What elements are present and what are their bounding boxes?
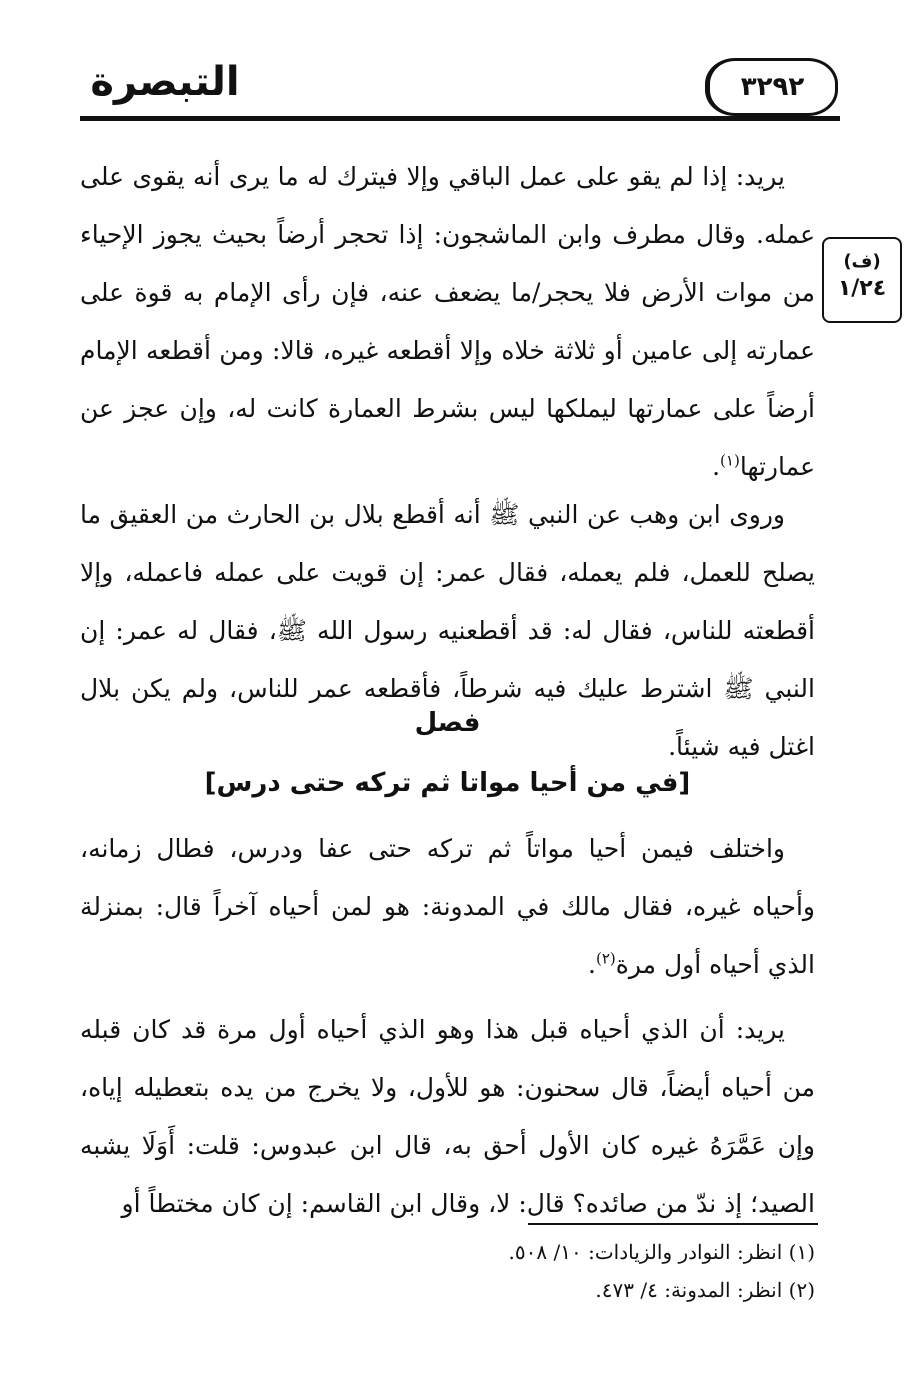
folio-note-label: (ف) [843, 251, 881, 272]
footnote-rule [528, 1223, 818, 1225]
folio-note-number: ١/٢٤ [837, 276, 887, 301]
paragraph-1: يريد: إذا لم يقو على عمل الباقي وإلا فيترك له ما يرى أنه يقوى على عمله. وقال مطرف وابن الماشجون: إذا تحجر أرضاً بحيث يجوز الإحياء من موات الأرض فلا يحجر/ما يضعف عنه، فإن رأى الإمام به قوة على عمارته إلى عامين أو ثلاثة خلاه وإلا أقطعه غيره، قالا: ومن أقطعه الإمام أرضاً على عمارتها ليملكها ليس بشرط العمارة كانت له، وإن عجز عن عمارتها$^{(١)}$. [80, 162, 815, 481]
manuscript-folio-note [822, 237, 902, 323]
book-title: التبصرة [90, 59, 240, 105]
paragraph-3: واختلف فيمن أحيا مواتاً ثم تركه حتى عفا ودرس، فطال زمانه، وأحياه غيره، فقال مالك في المدونة: هو لمن أحياه آخراً قال: بمنزلة الذي أحياه أول مرة$^{(٢)}$. [80, 834, 815, 979]
header-rule [80, 116, 840, 121]
paragraph-4 [80, 1001, 815, 1233]
footnote-1: (١) انظر: النوادر والزيادات: ١٠/ ٥٠٨. [508, 1240, 815, 1264]
paragraph-3-text: واختلف فيمن أحيا مواتاً ثم تركه حتى عفا ودرس، فطال زمانه، وأحياه غيره، فقال مالك في المدونة: هو لمن أحياه آخراً قال: بمنزلة الذي أحياه أول مرة [80, 834, 815, 979]
paragraph-1-text: يريد: إذا لم يقو على عمل الباقي وإلا فيترك له ما يرى أنه يقوى على عمله. وقال مطرف وابن الماشجون: إذا تحجر أرضاً بحيث يجوز الإحياء من موات الأرض فلا يحجر/ما يضعف عنه، فإن رأى الإمام به قوة على عمارته إلى عامين أو ثلاثة خلاه وإلا أقطعه غيره، قالا: ومن أقطعه الإمام أرضاً على عمارتها ليملكها ليس بشرط العمارة كانت له، وإن عجز عن عمارتها [80, 162, 815, 481]
footnotes [80, 1233, 815, 1309]
paragraph-4-text: يريد: أن الذي أحياه قبل هذا وهو الذي أحياه أول مرة قد كان قبله من أحياه أيضاً، قال سحنون: هو للأول، ولا يخرج من يده بتعطيله إياه، وإن عَمَّرَهُ غيره كان الأول أحق به، قال ابن عبدوس: قلت: أَوَلَا يشبه الصيد؛ إذ ندّ من صائده؟ قال: لا، وقال ابن القاسم: إن كان مختطاً أو [80, 1015, 815, 1218]
footnote-2: (٢) انظر: المدونة: ٤/ ٤٧٣. [595, 1278, 815, 1302]
footnote-ref-2: (٢) [596, 949, 616, 968]
paragraph-2-text: وروى ابن وهب عن النبي ﷺ أنه أقطع بلال بن الحارث من العقيق ما يصلح للعمل، فلم يعمله، فقال عمر: إن قويت على عمله فاعمله، وإلا أقطعته للناس، فقال له: قد أقطعنيه رسول الله ﷺ، فقال له عمر: إن النبي ﷺ اشترط عليك فيه شرطاً، فأقطعه عمر للناس، ولم يكن بلال اغتل فيه شيئاً. [80, 500, 815, 761]
page-number-frame [705, 58, 838, 116]
footnote-ref-1: (١) [720, 451, 740, 470]
page-number: ٣٢٩٢ [740, 72, 805, 102]
section-title: فصل [414, 708, 481, 738]
page-header [80, 48, 840, 120]
section-subtitle: [في من أحيا مواتا ثم تركه حتى درس] [204, 768, 691, 798]
